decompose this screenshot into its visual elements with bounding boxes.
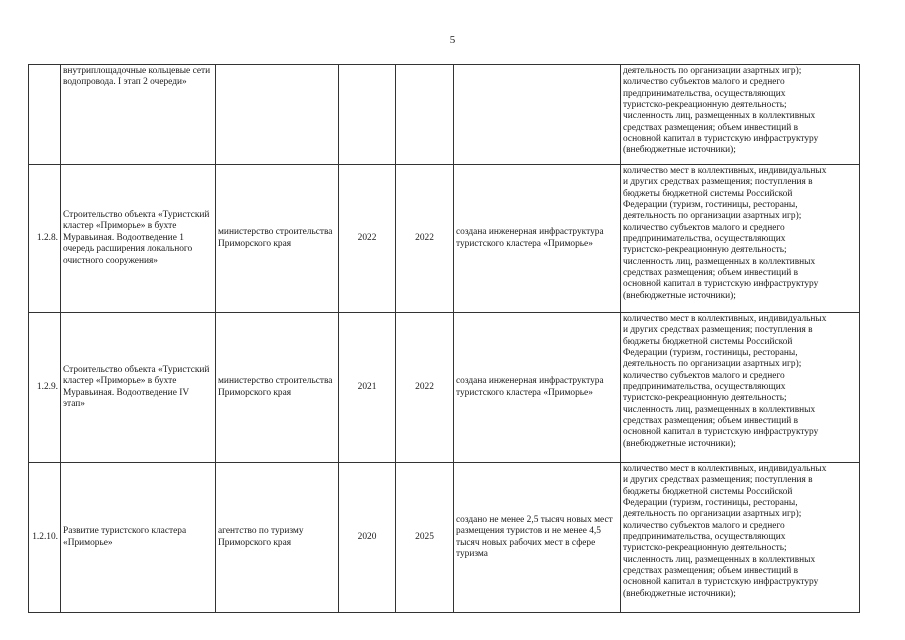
table-row [29, 65, 860, 165]
indicator-line: основной капитал в туристскую инфраструктуру [623, 427, 819, 438]
indicator-line: средствах размещения; объем инвестиций в [623, 122, 799, 133]
indicator-line: бюджеты бюджетной системы Российской [623, 486, 793, 497]
indicator-line: количество мест в коллективных, индивидуальных [623, 314, 827, 324]
indicator-line: количество мест в коллективных, индивидуальных [623, 166, 827, 176]
indicator-line: и других средствах размещения; поступления в [623, 325, 813, 336]
measure-name: Строительство объекта «Туристский кластер «Приморье» в бухте Муравьиная. Водоотведение 1 очередь расширения локального очистного сооружения» [61, 165, 216, 313]
measures-table [28, 64, 860, 613]
indicator-line: (внебюджетные источники); [623, 588, 736, 599]
row-number [29, 65, 61, 165]
start-year: 2020 [339, 463, 396, 613]
indicator-line: количество мест в коллективных, индивидуальных [623, 464, 827, 474]
indicator-line: средствах размещения; объем инвестиций в [623, 268, 799, 279]
indicator-line: деятельность по организации азартных игр); [623, 211, 802, 222]
row-number: 1.2.10. [29, 463, 61, 613]
indicators-cell [621, 463, 860, 613]
indicator-line: предпринимательства, осуществляющих [623, 234, 786, 245]
end-year: 2022 [396, 165, 454, 313]
page-number: 5 [449, 34, 456, 46]
measure-name: Развитие туристского кластера «Приморье» [61, 463, 216, 613]
measure-name: внутриплощадочные кольцевые сети водопровода. I этап 2 очереди» [61, 65, 216, 165]
expected-result: создано не менее 2,5 тысяч новых мест размещения туристов и не менее 4,5 тысяч новых рабочих мест в сфере туризма [454, 463, 621, 613]
indicator-line: туристско-рекреационную деятельность; [623, 100, 787, 111]
indicator-line: количество субъектов малого и среднего [623, 370, 785, 381]
indicator-line: средствах размещения; объем инвестиций в [623, 416, 799, 427]
indicator-line: Федерации (туризм, гостиницы, рестораны, [623, 348, 798, 359]
indicator-line: предпринимательства, осуществляющих [623, 382, 786, 393]
indicator-line: предпринимательства, осуществляющих [623, 88, 786, 99]
table-row [29, 313, 860, 463]
indicator-line: количество субъектов малого и среднего [623, 222, 785, 233]
indicator-line: основной капитал в туристскую инфраструктуру [623, 577, 819, 588]
start-year [339, 65, 396, 165]
expected-result: создана инженерная инфраструктура туристского кластера «Приморье» [454, 313, 621, 463]
executor [216, 65, 339, 165]
indicator-line: деятельность по организации азартных игр); [623, 509, 802, 520]
expected-result: создана инженерная инфраструктура туристского кластера «Приморье» [454, 165, 621, 313]
executor: агентство по туризму Приморского края [216, 463, 339, 613]
indicator-line: (внебюджетные источники); [623, 290, 736, 301]
indicator-line: (внебюджетные источники); [623, 145, 736, 156]
indicator-line: основной капитал в туристскую инфраструктуру [623, 134, 819, 145]
start-year: 2022 [339, 165, 396, 313]
indicator-line: (внебюджетные источники); [623, 438, 736, 449]
executor: министерство строительства Приморского края [216, 165, 339, 313]
end-year: 2025 [396, 463, 454, 613]
indicator-line: численность лиц, размещенных в коллективных [623, 256, 816, 267]
indicator-line: Федерации (туризм, гостиницы, рестораны, [623, 498, 798, 509]
indicator-line: и других средствах размещения; поступления в [623, 177, 813, 188]
indicator-line: деятельность по организации азартных игр); [623, 359, 802, 370]
indicators-cell [621, 165, 860, 313]
indicator-line: численность лиц, размещенных в коллективных [623, 404, 816, 415]
indicator-line: основной капитал в туристскую инфраструктуру [623, 279, 819, 290]
indicator-line: численность лиц, размещенных в коллективных [623, 111, 816, 122]
indicator-line: численность лиц, размещенных в коллективных [623, 554, 816, 565]
row-number: 1.2.8. [29, 165, 61, 313]
indicator-line: количество субъектов малого и среднего [623, 520, 785, 531]
table-row [29, 165, 860, 313]
indicator-line: количество субъектов малого и среднего [623, 77, 785, 88]
indicator-line: средствах размещения; объем инвестиций в [623, 566, 799, 577]
indicators-cell [621, 65, 860, 165]
indicator-line: предпринимательства, осуществляющих [623, 532, 786, 543]
indicator-line: бюджеты бюджетной системы Российской [623, 188, 793, 199]
end-year: 2022 [396, 313, 454, 463]
measure-name: Строительство объекта «Туристский кластер «Приморье» в бухте Муравьиная. Водоотведение IV этап» [61, 313, 216, 463]
start-year: 2021 [339, 313, 396, 463]
indicators-cell [621, 313, 860, 463]
indicator-line: бюджеты бюджетной системы Российской [623, 336, 793, 347]
expected-result [454, 65, 621, 165]
indicator-line: деятельность по организации азартных игр); [623, 66, 802, 76]
end-year [396, 65, 454, 165]
table-row [29, 463, 860, 613]
indicator-line: Федерации (туризм, гостиницы, рестораны, [623, 200, 798, 211]
row-number: 1.2.9. [29, 313, 61, 463]
indicator-line: туристско-рекреационную деятельность; [623, 543, 787, 554]
indicator-line: туристско-рекреационную деятельность; [623, 245, 787, 256]
indicator-line: и других средствах размещения; поступления в [623, 475, 813, 486]
executor: министерство строительства Приморского края [216, 313, 339, 463]
indicator-line: туристско-рекреационную деятельность; [623, 393, 787, 404]
